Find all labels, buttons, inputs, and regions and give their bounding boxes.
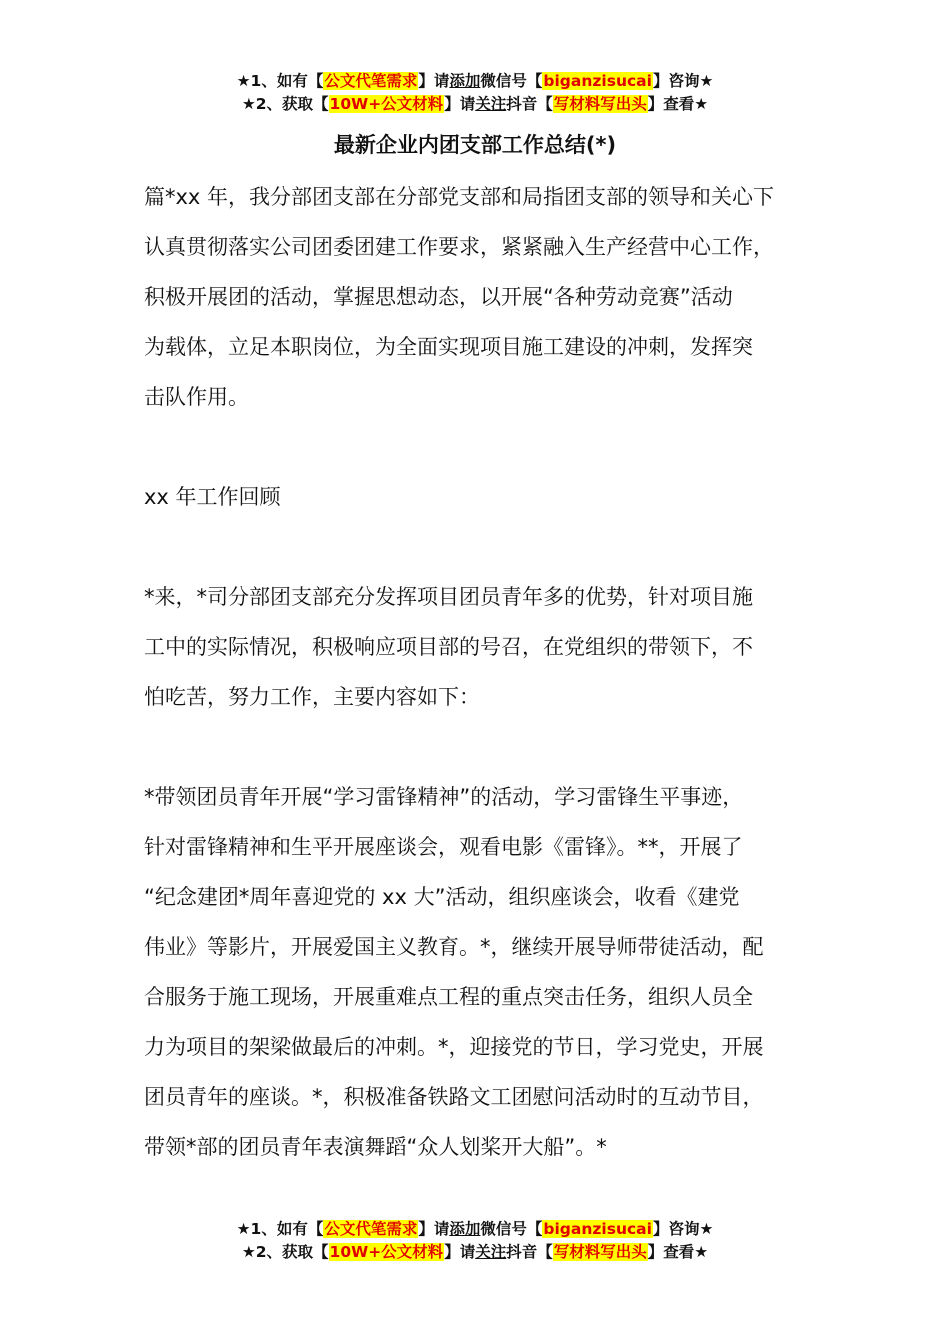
top-promo-banner xyxy=(0,70,950,116)
paragraph-line: 篇*xx 年，我分部团支部在分部党支部和局指团支部的领导和关心下 xyxy=(144,185,775,209)
promo-text: 】请 xyxy=(444,1243,476,1261)
promo-text: 】咨询★ xyxy=(652,72,714,90)
promo-text: 】请 xyxy=(418,1220,450,1238)
paragraph-line: 针对雷锋精神和生平开展座谈会，观看电影《雷锋》。**，开展了 xyxy=(144,835,743,859)
promo-text: 】咨询★ xyxy=(652,1220,714,1238)
paragraph-line: 工中的实际情况，积极响应项目部的号召，在党组织的带领下，不 xyxy=(144,635,753,659)
paragraph-line: 击队作用。 xyxy=(144,385,249,409)
paragraph-line: *来，*司分部团支部充分发挥项目团员青年多的优势，针对项目施 xyxy=(144,585,753,609)
bottom-promo-banner xyxy=(0,1218,950,1264)
promo-douyin-account: 写材料写出头 xyxy=(553,1243,647,1261)
paragraph-line: *带领团员青年开展“学习雷锋精神”的活动，学习雷锋生平事迹， xyxy=(144,785,744,809)
promo-text: 微信号【 xyxy=(480,72,543,90)
paragraph-line: “纪念建团*周年喜迎党的 xx 大”活动，组织座谈会，收看《建党 xyxy=(144,885,740,909)
promo-highlight: 10W+公文材料 xyxy=(329,95,444,113)
promo-text: 抖音【 xyxy=(506,1243,553,1261)
promo-underline: 添加 xyxy=(449,1220,481,1238)
promo-text: ★1、如有【 xyxy=(236,1220,324,1238)
paragraph-line: 合服务于施工现场，开展重难点工程的重点突击任务，组织人员全 xyxy=(144,985,753,1009)
paragraph-line: 认真贯彻落实公司团委团建工作要求，紧紧融入生产经营中心工作， xyxy=(144,235,774,259)
promo-text: 】查看★ xyxy=(647,1243,709,1261)
promo-text: 微信号【 xyxy=(480,1220,543,1238)
promo-line-1 xyxy=(0,1218,950,1241)
promo-text: 】查看★ xyxy=(647,95,709,113)
paragraph-line: 团员青年的座谈。*，积极准备铁路文工团慰问活动时的互动节目， xyxy=(144,1085,764,1109)
promo-underline: 关注 xyxy=(475,1243,507,1261)
promo-highlight: 10W+公文材料 xyxy=(329,1243,444,1261)
promo-highlight: 公文代笔需求 xyxy=(324,72,418,90)
promo-text: ★2、获取【 xyxy=(241,95,329,113)
paragraph-line: 力为项目的架梁做最后的冲刺。*，迎接党的节日，学习党史，开展 xyxy=(144,1035,764,1059)
promo-wechat-id: biganzisucai xyxy=(543,72,652,90)
promo-text: 抖音【 xyxy=(506,95,553,113)
promo-wechat-id: biganzisucai xyxy=(543,1220,652,1238)
promo-highlight: 公文代笔需求 xyxy=(324,1220,418,1238)
promo-text: 】请 xyxy=(418,72,450,90)
promo-line-2 xyxy=(0,93,950,116)
paragraph-line: 为载体，立足本职岗位，为全面实现项目施工建设的冲刺，发挥突 xyxy=(144,335,753,359)
promo-line-1 xyxy=(0,70,950,93)
promo-text: 】请 xyxy=(444,95,476,113)
paragraph-line: 积极开展团的活动，掌握思想动态，以开展“各种劳动竞赛”活动 xyxy=(144,285,733,309)
promo-line-2 xyxy=(0,1241,950,1264)
promo-text: ★1、如有【 xyxy=(236,72,324,90)
promo-underline: 添加 xyxy=(449,72,481,90)
promo-underline: 关注 xyxy=(475,95,507,113)
document-body xyxy=(144,172,834,1172)
promo-text: ★2、获取【 xyxy=(241,1243,329,1261)
promo-douyin-account: 写材料写出头 xyxy=(553,95,647,113)
paragraph-line: 带领*部的团员青年表演舞蹈“众人划桨开大船”。* xyxy=(144,1135,607,1159)
document-title: 最新企业内团支部工作总结(*) xyxy=(333,133,617,157)
paragraph-line: 伟业》等影片，开展爱国主义教育。*，继续开展导师带徒活动，配 xyxy=(144,935,764,959)
section-heading: xx 年工作回顾 xyxy=(144,485,281,509)
paragraph-line: 怕吃苦，努力工作，主要内容如下： xyxy=(144,685,480,709)
